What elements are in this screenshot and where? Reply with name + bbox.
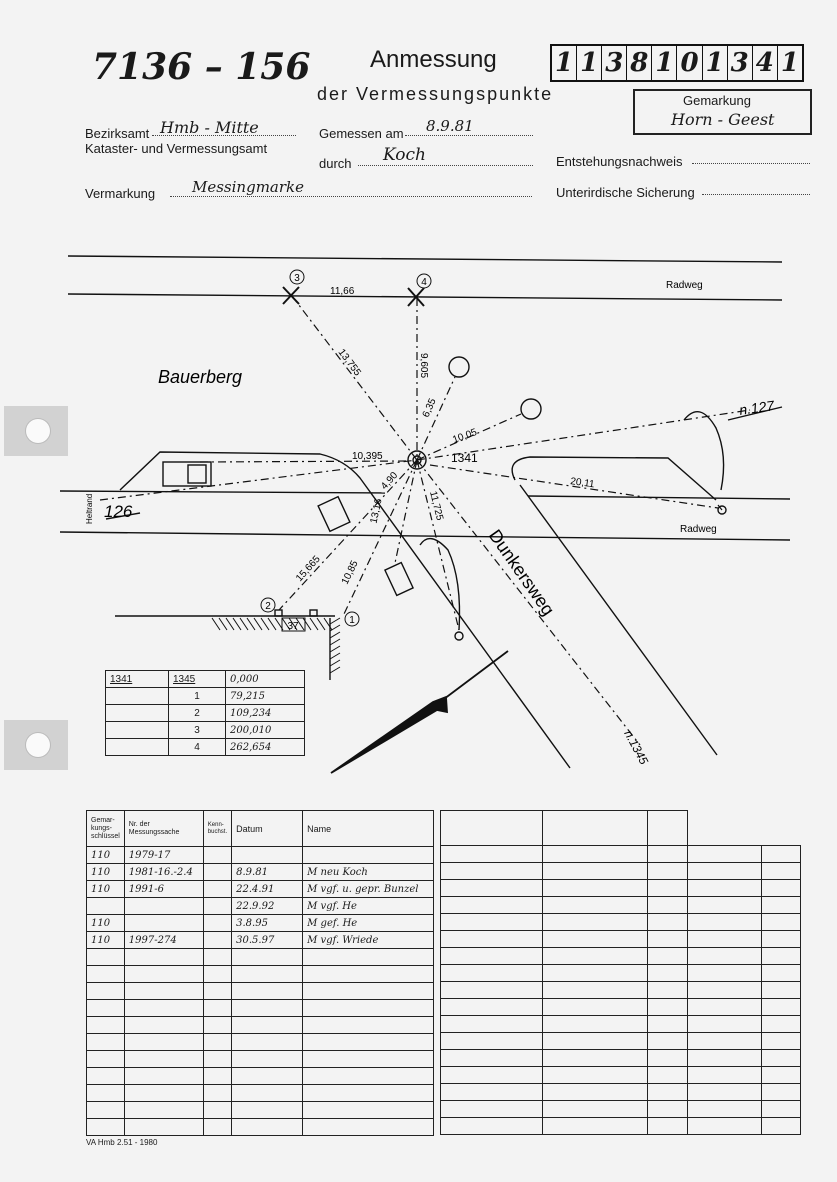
- blank-cell: [647, 914, 688, 931]
- blank-cell: [762, 1067, 801, 1084]
- kataster-label: Kataster- und Vermessungsamt: [85, 141, 268, 156]
- history-cell-name: [303, 1102, 434, 1119]
- table-row: [87, 898, 434, 915]
- blank-cell: [441, 931, 543, 948]
- history-cell-nr: [124, 983, 203, 1000]
- blank-cell: [762, 897, 801, 914]
- blank-cell: [688, 999, 762, 1016]
- table-row: [441, 1101, 801, 1118]
- history-cell-name: [303, 1034, 434, 1051]
- table-row: [87, 932, 434, 949]
- history-cell-kb: [203, 864, 231, 881]
- blank-cell: [688, 880, 762, 897]
- blank-cell: [688, 982, 762, 999]
- history-cell-datum: [232, 1119, 303, 1136]
- blank-cell: [647, 1016, 688, 1033]
- dist-1085: 10,85: [339, 558, 361, 587]
- angle-idx-4: 4: [169, 739, 226, 756]
- history-cell-key: 110: [87, 915, 125, 932]
- history-cell-kb: [203, 1034, 231, 1051]
- table-row: [441, 1033, 801, 1050]
- blank-cell: [542, 863, 647, 880]
- history-cell-nr: [124, 1068, 203, 1085]
- history-cell-name: [303, 966, 434, 983]
- history-cell-name: [303, 1068, 434, 1085]
- history-cell-datum: 30.5.97: [232, 932, 303, 949]
- vermarkung-label: Vermarkung: [85, 186, 156, 201]
- form-code: VA Hmb 2.51 - 1980: [86, 1138, 158, 1147]
- blank-cell: [647, 948, 688, 965]
- history-cell-nr: [124, 949, 203, 966]
- blank-cell: [647, 1050, 688, 1067]
- history-cell-name: M vgf. u. gepr. Bunzel: [303, 881, 434, 898]
- history-cell-name: [303, 1000, 434, 1017]
- blank-cell: [542, 1016, 647, 1033]
- history-cell-datum: [232, 1000, 303, 1017]
- blank-cell: [441, 982, 543, 999]
- history-cell-kb: [203, 915, 231, 932]
- point-number-digit: 3: [602, 46, 627, 80]
- history-cell-kb: [203, 1102, 231, 1119]
- gemessen-label: Gemessen am: [319, 126, 404, 141]
- point-number-digit: 1: [652, 46, 677, 80]
- sicherung-label: Unterirdische Sicherung: [556, 185, 695, 200]
- blank-cell: [688, 1084, 762, 1101]
- table-row: [441, 948, 801, 965]
- blank-cell: [647, 982, 688, 999]
- history-cell-nr: [124, 898, 203, 915]
- history-cell-kb: [203, 1119, 231, 1136]
- history-cell-name: M neu Koch: [303, 864, 434, 881]
- history-cell-name: [303, 983, 434, 1000]
- ref-126: 126: [104, 502, 133, 521]
- history-cell-nr: [124, 1000, 203, 1017]
- blank-cell: [762, 914, 801, 931]
- blank-cell: [688, 846, 762, 863]
- angle-value-4: 262,654: [226, 739, 305, 756]
- blank-cell: [762, 982, 801, 999]
- history-cell-key: 110: [87, 881, 125, 898]
- history-cell-kb: [203, 1068, 231, 1085]
- table-row: [441, 1050, 801, 1067]
- table-row: [441, 897, 801, 914]
- history-cell-key: [87, 1000, 125, 1017]
- blank-cell: [688, 931, 762, 948]
- history-cell-nr: 1979-17: [124, 847, 203, 864]
- blank-cell: [647, 931, 688, 948]
- history-cell-key: 110: [87, 932, 125, 949]
- bezirksamt-value: Hmb - Mitte: [160, 118, 259, 137]
- history-cell-datum: [232, 1102, 303, 1119]
- history-cell-nr: 1991-6: [124, 881, 203, 898]
- blank-cell: [441, 863, 543, 880]
- dist-1316: 13,16: [368, 497, 385, 525]
- table-row: [441, 1016, 801, 1033]
- table-row: [87, 1034, 434, 1051]
- table-row: [87, 847, 434, 864]
- blank-cell: [441, 914, 543, 931]
- dist-2011: 20,11: [569, 476, 596, 491]
- blank-cell: [762, 1050, 801, 1067]
- angle-col1: 1341: [110, 673, 133, 685]
- angle-idx-3: 3: [169, 722, 226, 739]
- blank-cell: [441, 880, 543, 897]
- history-cell-nr: [124, 1034, 203, 1051]
- area-label: Bauerberg: [158, 367, 243, 387]
- dist-10395: 10,395: [352, 451, 383, 462]
- durch-value: Koch: [383, 145, 426, 165]
- table-row: [87, 1000, 434, 1017]
- history-header-datum: Datum: [232, 811, 303, 847]
- history-cell-key: [87, 1017, 125, 1034]
- angle-value-2: 109,234: [226, 705, 305, 722]
- table-row: [87, 1102, 434, 1119]
- plot-number: 37: [287, 621, 299, 632]
- table-row: [87, 983, 434, 1000]
- blank-cell: [542, 811, 647, 846]
- blank-cell: [441, 1118, 543, 1135]
- table-row: [87, 881, 434, 898]
- history-cell-name: M gef. He: [303, 915, 434, 932]
- dist-3-4: 11,66: [330, 286, 355, 297]
- history-cell-kb: [203, 1000, 231, 1017]
- blank-cell: [647, 999, 688, 1016]
- point-label-3: 3: [294, 273, 300, 284]
- point-number-digit: 3: [728, 46, 753, 80]
- blank-cell: [647, 1067, 688, 1084]
- history-cell-kb: [203, 1017, 231, 1034]
- blank-cell: [762, 880, 801, 897]
- blank-cell: [688, 897, 762, 914]
- table-row: [441, 965, 801, 982]
- blank-cell: [441, 897, 543, 914]
- angle-table: [105, 670, 305, 756]
- history-cell-kb: [203, 966, 231, 983]
- blank-cell: [762, 1033, 801, 1050]
- history-cell-datum: [232, 1068, 303, 1085]
- history-cell-name: M vgf. Wriede: [303, 932, 434, 949]
- history-cell-nr: 1981-16.-2.4: [124, 864, 203, 881]
- blank-cell: [762, 1016, 801, 1033]
- angle-value-0: 0,000: [226, 671, 305, 688]
- history-header-key: Gemar-kungs-schlüssel: [87, 811, 125, 847]
- history-cell-datum: [232, 1051, 303, 1068]
- history-cell-key: [87, 1119, 125, 1136]
- history-cell-key: [87, 966, 125, 983]
- history-cell-datum: [232, 1034, 303, 1051]
- history-header-kb: Kenn-buchst.: [203, 811, 231, 847]
- form-title: Anmessung: [370, 46, 497, 73]
- history-cell-key: [87, 1068, 125, 1085]
- blank-cell: [688, 1101, 762, 1118]
- history-cell-name: [303, 847, 434, 864]
- bezirksamt-label: Bezirksamt: [85, 126, 150, 141]
- table-row: [441, 914, 801, 931]
- point-number-digit: 4: [753, 46, 778, 80]
- blank-cell: [542, 999, 647, 1016]
- table-row: [87, 864, 434, 881]
- blank-cell: [441, 1050, 543, 1067]
- blank-cell: [542, 1118, 647, 1135]
- blank-cell: [762, 1101, 801, 1118]
- gemarkung-value: Horn - Geest: [671, 110, 775, 129]
- blank-cell: [542, 880, 647, 897]
- blank-cell: [688, 1067, 762, 1084]
- dist-11725: 11,725: [427, 490, 445, 522]
- blank-cell: [542, 982, 647, 999]
- table-row: [87, 915, 434, 932]
- blank-cell: [647, 1084, 688, 1101]
- history-cell-kb: [203, 881, 231, 898]
- blank-cell: [542, 931, 647, 948]
- history-cell-datum: 22.4.91: [232, 881, 303, 898]
- history-cell-name: [303, 1085, 434, 1102]
- history-cell-datum: [232, 847, 303, 864]
- blank-cell: [762, 1118, 801, 1135]
- blank-cell: [762, 999, 801, 1016]
- radweg-top-label: Radweg: [666, 280, 703, 291]
- dist-15665: 15,665: [294, 553, 323, 585]
- blank-cell: [441, 948, 543, 965]
- blank-cell: [441, 1033, 543, 1050]
- point-number-digit: 1: [780, 48, 799, 78]
- blank-cell: [647, 846, 688, 863]
- ref-n127: n.127: [738, 397, 776, 418]
- table-row: [441, 982, 801, 999]
- history-cell-key: 110: [87, 847, 125, 864]
- blank-cell: [762, 863, 801, 880]
- history-cell-kb: [203, 898, 231, 915]
- history-cell-name: [303, 1119, 434, 1136]
- history-cell-kb: [203, 983, 231, 1000]
- table-row: [441, 931, 801, 948]
- blank-cell: [647, 811, 688, 846]
- radweg-right-label: Radweg: [680, 524, 717, 535]
- form-subtitle: der Vermessungspunkte: [317, 84, 554, 104]
- gemessen-value: 8.9.81: [426, 117, 474, 135]
- table-row: [441, 1067, 801, 1084]
- history-cell-datum: 22.9.92: [232, 898, 303, 915]
- history-cell-key: [87, 1085, 125, 1102]
- north-arrow: [331, 651, 508, 773]
- point-label-2: 2: [265, 601, 271, 612]
- history-cell-datum: [232, 983, 303, 1000]
- dist-4: 9,605: [418, 353, 429, 379]
- blank-cell: [647, 1101, 688, 1118]
- blank-cell: [647, 1033, 688, 1050]
- blank-cell: [542, 897, 647, 914]
- history-cell-nr: [124, 915, 203, 932]
- blank-cell: [441, 1101, 543, 1118]
- point-number-digit: 1: [703, 46, 728, 80]
- blank-cell: [647, 863, 688, 880]
- blank-cell: [542, 1067, 647, 1084]
- dist-635: 6,35: [420, 396, 439, 420]
- blank-cell: [688, 1118, 762, 1135]
- table-row: [87, 1085, 434, 1102]
- sheet-number: 7136 – 156: [92, 46, 311, 88]
- history-cell-key: 110: [87, 864, 125, 881]
- history-cell-name: [303, 949, 434, 966]
- history-cell-name: [303, 1051, 434, 1068]
- blank-cell: [688, 1016, 762, 1033]
- blank-cell: [647, 880, 688, 897]
- table-row: [87, 1068, 434, 1085]
- angle-idx-1: 1: [169, 688, 226, 705]
- blank-cell: [762, 1084, 801, 1101]
- blank-cell: [647, 965, 688, 982]
- blank-grid-right: [440, 810, 801, 1135]
- history-cell-datum: 8.9.81: [232, 864, 303, 881]
- dist-3: 13,755: [335, 347, 363, 379]
- blank-cell: [542, 1050, 647, 1067]
- blank-cell: [441, 811, 543, 846]
- history-cell-datum: [232, 1017, 303, 1034]
- blank-cell: [647, 897, 688, 914]
- history-cell-nr: [124, 1017, 203, 1034]
- history-table: [86, 810, 434, 1136]
- history-cell-name: M vgf. He: [303, 898, 434, 915]
- history-cell-kb: [203, 932, 231, 949]
- dist-490: 4,90: [379, 470, 401, 493]
- history-cell-kb: [203, 949, 231, 966]
- history-cell-key: [87, 1034, 125, 1051]
- table-row: [441, 999, 801, 1016]
- vermarkung-value: Messingmarke: [192, 178, 304, 196]
- table-row: [441, 846, 801, 863]
- table-row: [87, 1017, 434, 1034]
- history-cell-nr: [124, 1102, 203, 1119]
- blank-cell: [441, 1084, 543, 1101]
- street-label: Dunkersweg: [484, 525, 559, 620]
- point-label-4: 4: [421, 277, 427, 288]
- blank-cell: [688, 1050, 762, 1067]
- point-number-digit: 1: [577, 46, 602, 80]
- history-cell-key: [87, 898, 125, 915]
- angle-col2: 1345: [173, 673, 196, 685]
- point-number-digit: 8: [627, 46, 652, 80]
- history-header-nr: Nr. der Messungssache: [124, 811, 203, 847]
- blank-cell: [441, 965, 543, 982]
- table-row: [441, 811, 801, 846]
- entstehung-label: Entstehungsnachweis: [556, 154, 683, 169]
- heltrand-label: Heltrand: [85, 493, 94, 524]
- history-cell-nr: [124, 966, 203, 983]
- history-cell-key: [87, 949, 125, 966]
- blank-cell: [688, 1033, 762, 1050]
- table-row: [441, 1084, 801, 1101]
- blank-cell: [542, 914, 647, 931]
- point-number-digit: 1: [552, 46, 577, 80]
- history-cell-nr: [124, 1085, 203, 1102]
- blank-cell: [542, 1084, 647, 1101]
- history-cell-kb: [203, 1051, 231, 1068]
- history-cell-name: [303, 1017, 434, 1034]
- blank-cell: [542, 965, 647, 982]
- ref-n1345: n.1345: [621, 727, 651, 767]
- history-cell-datum: 3.8.95: [232, 915, 303, 932]
- table-row: [87, 1051, 434, 1068]
- history-cell-nr: 1997-274: [124, 932, 203, 949]
- table-row: [87, 949, 434, 966]
- history-cell-datum: [232, 966, 303, 983]
- blank-cell: [688, 863, 762, 880]
- blank-cell: [441, 1016, 543, 1033]
- table-row: [87, 1119, 434, 1136]
- history-cell-nr: [124, 1119, 203, 1136]
- blank-cell: [441, 846, 543, 863]
- history-cell-datum: [232, 1085, 303, 1102]
- blank-cell: [688, 965, 762, 982]
- history-cell-key: [87, 1051, 125, 1068]
- blank-cell: [688, 914, 762, 931]
- history-header-name: Name: [303, 811, 434, 847]
- point-label-1: 1: [349, 615, 355, 626]
- blank-cell: [762, 931, 801, 948]
- blank-cell: [762, 846, 801, 863]
- gemarkung-label: Gemarkung: [683, 93, 751, 108]
- angle-value-1: 79,215: [226, 688, 305, 705]
- history-cell-kb: [203, 847, 231, 864]
- blank-cell: [542, 846, 647, 863]
- table-row: [441, 880, 801, 897]
- blank-cell: [647, 1118, 688, 1135]
- blank-cell: [441, 999, 543, 1016]
- history-cell-kb: [203, 1085, 231, 1102]
- angle-value-3: 200,010: [226, 722, 305, 739]
- durch-label: durch: [319, 156, 352, 171]
- angle-idx-2: 2: [169, 705, 226, 722]
- history-cell-datum: [232, 949, 303, 966]
- dist-1005: 10,05: [451, 426, 479, 446]
- history-cell-nr: [124, 1051, 203, 1068]
- history-cell-key: [87, 1102, 125, 1119]
- table-row: [87, 966, 434, 983]
- blank-cell: [762, 948, 801, 965]
- blank-cell: [542, 1101, 647, 1118]
- blank-cell: [542, 948, 647, 965]
- blank-cell: [441, 1067, 543, 1084]
- history-cell-key: [87, 983, 125, 1000]
- point-number-digit: 0: [677, 46, 702, 80]
- blank-cell: [688, 948, 762, 965]
- center-point-label: 1341: [451, 451, 478, 465]
- table-row: [441, 863, 801, 880]
- table-row: [441, 1118, 801, 1135]
- blank-cell: [762, 965, 801, 982]
- blank-cell: [542, 1033, 647, 1050]
